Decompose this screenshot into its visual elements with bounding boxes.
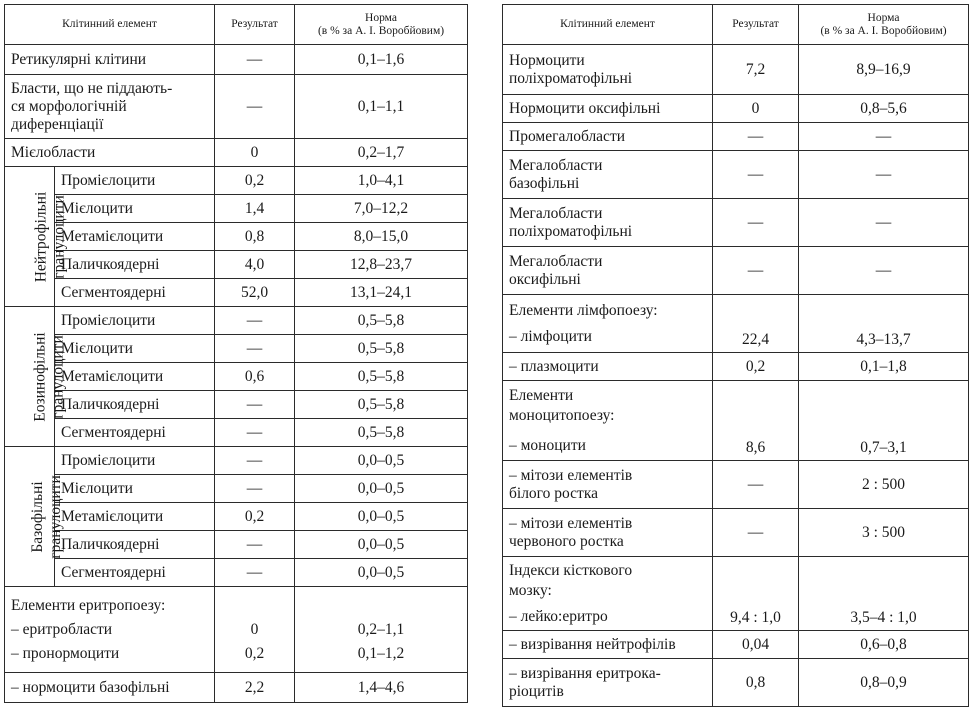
cell-name: – плазмоцити xyxy=(503,353,713,381)
cell-norm: 1,0–4,1 xyxy=(295,167,468,195)
cell-norm: — xyxy=(799,123,969,151)
left-table xyxy=(4,4,468,703)
cell-result: 0,2 xyxy=(215,167,295,195)
cell-name: Промегалобласти xyxy=(503,123,713,151)
cell-name: Паличкоядерні xyxy=(55,251,215,279)
cell-name: Мієлоцити xyxy=(55,475,215,503)
table-row xyxy=(5,335,468,363)
cell-norm: 3 : 500 xyxy=(799,509,969,557)
table-row xyxy=(5,391,468,419)
cell-result: 0,6 xyxy=(215,363,295,391)
header-element: Клітинний елемент xyxy=(5,5,215,45)
cell-result: 0 xyxy=(215,139,295,167)
header-element: Клітинний елемент xyxy=(503,5,713,45)
cell-norm: — xyxy=(799,199,969,247)
cell-result: 0,8 xyxy=(713,659,799,707)
cell-name: Бласти, що не піддають- ся морфологічній диференціації xyxy=(5,75,215,139)
cell-name: Сегментоядерні xyxy=(55,559,215,587)
table-row xyxy=(5,45,468,75)
table-row xyxy=(503,631,969,659)
cell-norm: 12,8–23,7 xyxy=(295,251,468,279)
cell-norm: 0,0–0,5 xyxy=(295,559,468,587)
cell-name: Індекси кісткового мозку: – лейко:еритро xyxy=(503,557,713,631)
cell-result: 0,2 xyxy=(713,353,799,381)
table-row xyxy=(5,139,468,167)
cell-norm: 0,0–0,5 xyxy=(295,447,468,475)
erythro-name: – еритробласти xyxy=(11,620,113,638)
table-row xyxy=(5,307,468,335)
table-row xyxy=(5,251,468,279)
group-label-neutrophil: Нейтрофільні гранулоцити xyxy=(5,167,55,307)
erythropoiesis-block xyxy=(5,587,468,673)
header-norm: Норма (в % за А. І. Воробйовим) xyxy=(295,5,468,45)
cell-result: 7,2 xyxy=(713,45,799,95)
cell-norm: 0,8–5,6 xyxy=(799,95,969,123)
cell-norm: 8,9–16,9 xyxy=(799,45,969,95)
header-result: Результат xyxy=(713,5,799,45)
table-row xyxy=(503,461,969,509)
table-row xyxy=(503,659,969,707)
table-row xyxy=(5,447,468,475)
cell-norm: 0,2–1,7 xyxy=(295,139,468,167)
table-row xyxy=(5,419,468,447)
cell-name: Промієлоцити xyxy=(55,447,215,475)
cell-name: – нормоцити базофільні xyxy=(5,673,215,703)
cell-name: Промієлоцити xyxy=(55,307,215,335)
cell-result: 9,4 : 1,0 xyxy=(713,557,799,631)
cell-result: — xyxy=(215,559,295,587)
cell-name: Метамієлоцити xyxy=(55,223,215,251)
erythro-name: – пронормоцити xyxy=(11,644,120,662)
table-row xyxy=(5,673,468,703)
table-row xyxy=(503,295,969,353)
cell-result: — xyxy=(713,461,799,509)
cell-result: — xyxy=(215,307,295,335)
cell-result: — xyxy=(215,447,295,475)
cell-result: — xyxy=(215,475,295,503)
erythro-norms xyxy=(295,587,468,673)
table-row xyxy=(503,247,969,295)
cell-norm: 0,1–1,2 xyxy=(357,644,405,662)
cell-name: Паличкоядерні xyxy=(55,531,215,559)
cell-norm: 0,8–0,9 xyxy=(799,659,969,707)
right-table xyxy=(502,4,969,707)
cell-result: 0 xyxy=(713,95,799,123)
group-label-eosinophil: Еозинофільні гранулоцити xyxy=(5,307,55,447)
cell-name: Мієлоцити xyxy=(55,195,215,223)
cell-norm: 3,5–4 : 1,0 xyxy=(799,557,969,631)
cell-name: Мегалобласти оксифільні xyxy=(503,247,713,295)
cell-name: Метамієлоцити xyxy=(55,503,215,531)
cell-norm: 0,2–1,1 xyxy=(357,620,405,638)
cell-result: — xyxy=(713,509,799,557)
cell-name: Ретикулярні клітини xyxy=(5,45,215,75)
cell-result: 0,8 xyxy=(215,223,295,251)
cell-norm: 0,6–0,8 xyxy=(799,631,969,659)
cell-norm: 1,4–4,6 xyxy=(295,673,468,703)
cell-result: 0,04 xyxy=(713,631,799,659)
table-row xyxy=(5,503,468,531)
cell-name: Мегалобласти поліхроматофільні xyxy=(503,199,713,247)
table-row xyxy=(503,557,969,631)
cell-norm: 0,0–0,5 xyxy=(295,475,468,503)
cell-name: – визрівання нейтрофілів xyxy=(503,631,713,659)
header-result: Результат xyxy=(215,5,295,45)
group-label-basophil: Базофільні гранулоцити xyxy=(5,447,55,587)
cell-norm: 0,0–0,5 xyxy=(295,531,468,559)
cell-norm: 0,7–3,1 xyxy=(799,381,969,461)
cell-name: Паличкоядерні xyxy=(55,391,215,419)
cell-norm: 0,5–5,8 xyxy=(295,419,468,447)
cell-norm: — xyxy=(799,151,969,199)
cell-result: 0,2 xyxy=(215,503,295,531)
header-row xyxy=(5,5,468,45)
cell-name: Нормоцити поліхроматофільні xyxy=(503,45,713,95)
cell-result: — xyxy=(713,151,799,199)
table-row xyxy=(503,381,969,461)
table-row xyxy=(503,199,969,247)
cell-result: — xyxy=(215,391,295,419)
table-row xyxy=(5,531,468,559)
cell-result: 0,2 xyxy=(244,644,265,662)
cell-name: Нормоцити оксифільні xyxy=(503,95,713,123)
cell-name: Сегментоядерні xyxy=(55,419,215,447)
cell-name: – мітози елементів білого ростка xyxy=(503,461,713,509)
cell-norm: 0,1–1,8 xyxy=(799,353,969,381)
table-row xyxy=(503,353,969,381)
cell-norm: 0,5–5,8 xyxy=(295,363,468,391)
cell-name: – мітози елементів червоного ростка xyxy=(503,509,713,557)
cell-norm: 8,0–15,0 xyxy=(295,223,468,251)
erythro-results xyxy=(215,587,295,673)
cell-norm: 0,1–1,6 xyxy=(295,45,468,75)
header-norm: Норма (в % за А. І. Воробйовим) xyxy=(799,5,969,45)
erythro-heading: Елементи еритропоезу: xyxy=(11,596,166,614)
table-row xyxy=(5,195,468,223)
table-row xyxy=(5,559,468,587)
cell-name: Мієлобласти xyxy=(5,139,215,167)
header-row xyxy=(503,5,969,45)
cell-name: Елементи моноцитопоезу: – моноцити xyxy=(503,381,713,461)
table-row xyxy=(5,279,468,307)
cell-result: — xyxy=(215,75,295,139)
cell-result: — xyxy=(713,199,799,247)
cell-name: Метамієлоцити xyxy=(55,363,215,391)
cell-result: 1,4 xyxy=(215,195,295,223)
table-row xyxy=(5,363,468,391)
table-row xyxy=(503,509,969,557)
table-row xyxy=(5,223,468,251)
cell-norm: 2 : 500 xyxy=(799,461,969,509)
cell-result: 0 xyxy=(250,620,259,638)
cell-result: 8,6 xyxy=(713,381,799,461)
table-row xyxy=(503,45,969,95)
cell-norm: 0,5–5,8 xyxy=(295,307,468,335)
cell-result: — xyxy=(215,45,295,75)
cell-result: 52,0 xyxy=(215,279,295,307)
cell-norm: 7,0–12,2 xyxy=(295,195,468,223)
cell-name: – визрівання еритрока- ріоцитів xyxy=(503,659,713,707)
cell-norm: 0,0–0,5 xyxy=(295,503,468,531)
cell-result: — xyxy=(215,531,295,559)
cell-result: 22,4 xyxy=(713,295,799,353)
cell-result: — xyxy=(713,247,799,295)
cell-result: 4,0 xyxy=(215,251,295,279)
cell-result: — xyxy=(215,419,295,447)
erythro-names xyxy=(5,587,215,673)
cell-name: Промієлоцити xyxy=(55,167,215,195)
cell-name: Мегалобласти базофільні xyxy=(503,151,713,199)
cell-name: Сегментоядерні xyxy=(55,279,215,307)
cell-result: — xyxy=(713,123,799,151)
cell-norm: 4,3–13,7 xyxy=(799,295,969,353)
cell-name: Елементи лімфопоезу: – лімфоцити xyxy=(503,295,713,353)
table-row xyxy=(503,95,969,123)
cell-norm: 13,1–24,1 xyxy=(295,279,468,307)
cell-name: Мієлоцити xyxy=(55,335,215,363)
table-row xyxy=(5,167,468,195)
cell-result: — xyxy=(215,335,295,363)
cell-norm: — xyxy=(799,247,969,295)
table-row xyxy=(5,75,468,139)
cell-result: 2,2 xyxy=(215,673,295,703)
cell-norm: 0,5–5,8 xyxy=(295,391,468,419)
table-row xyxy=(503,123,969,151)
table-row xyxy=(503,151,969,199)
table-row xyxy=(5,475,468,503)
cell-norm: 0,5–5,8 xyxy=(295,335,468,363)
cell-norm: 0,1–1,1 xyxy=(295,75,468,139)
